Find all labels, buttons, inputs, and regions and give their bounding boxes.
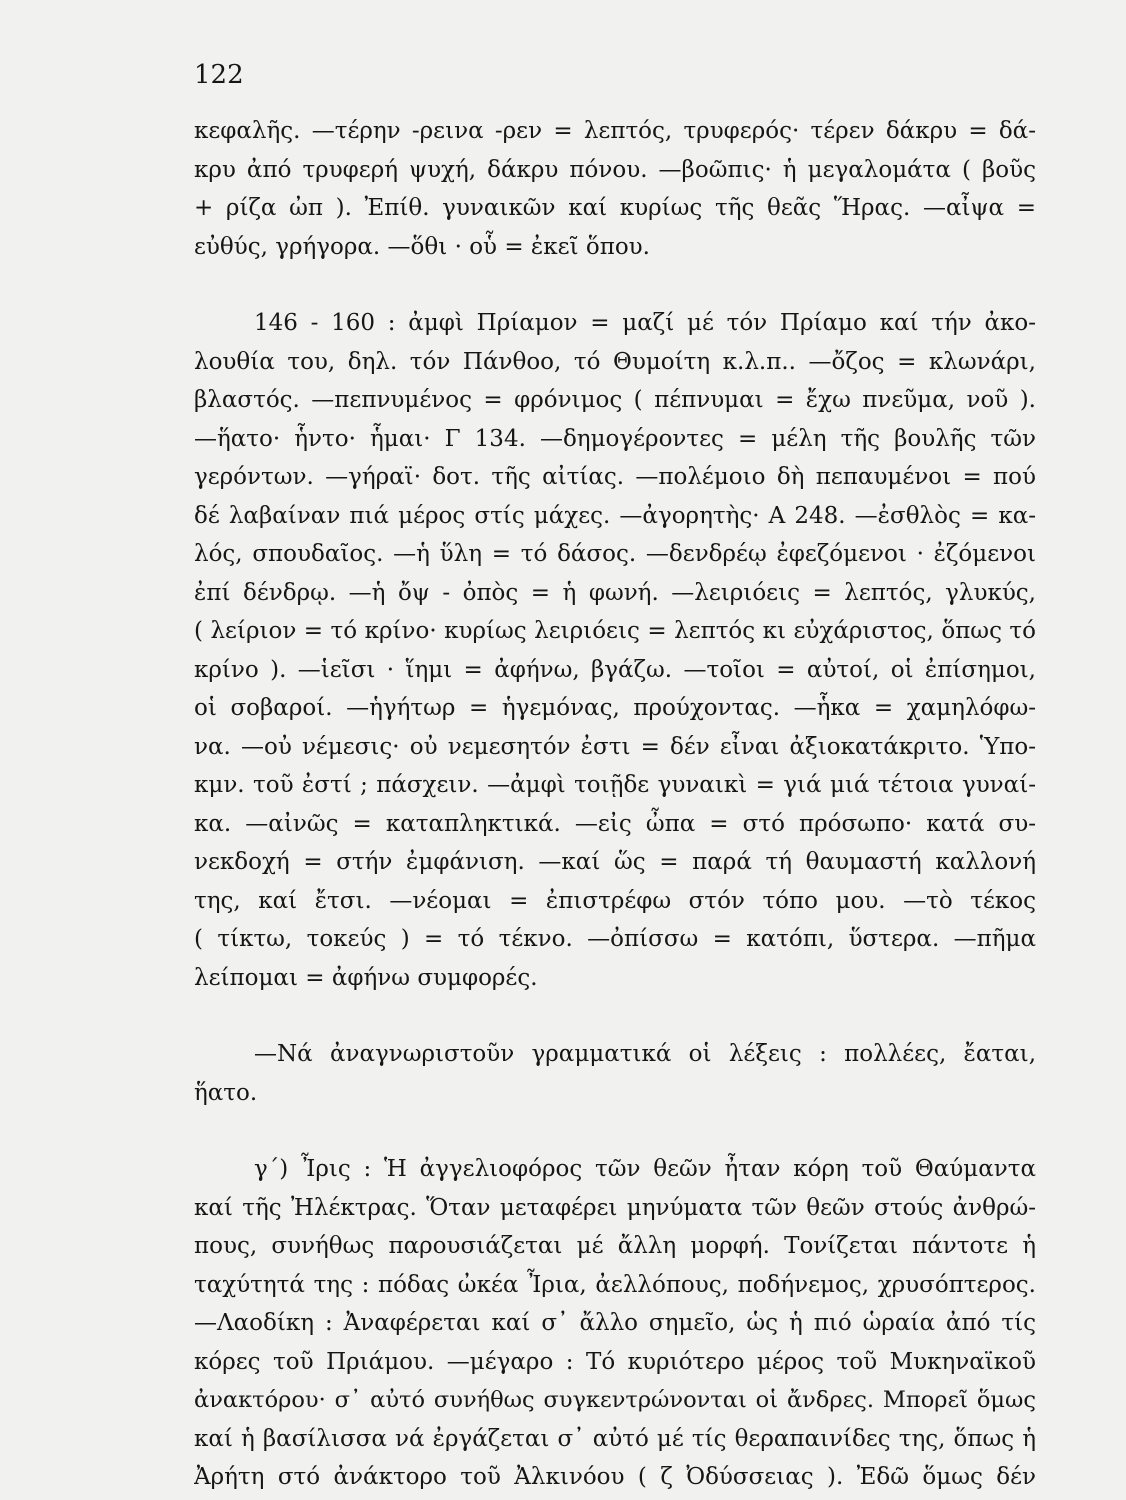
- paragraph-1: [194, 112, 1036, 266]
- text-line: ταχύτητά της : πόδας ὠκέα Ἶρια, ἀελλόπους, ποδήνεμος, χρυσόπτερος.: [194, 1271, 1036, 1298]
- text-line: ἥατο.: [194, 1079, 258, 1106]
- text-line: γερόντων. —γήραϊ· δοτ. τῆς αἰτίας. —πολέμοιο δὴ πεπαυμένοι = πού: [194, 464, 1036, 490]
- text-line: κρυ ἀπό τρυφερή ψυχή, δάκρυ πόνου. —βοῶπις· ἡ μεγαλομάτα ( βοῦς: [194, 156, 1036, 183]
- paragraph-4: [194, 1150, 1036, 1497]
- text-line: κρίνο ). —ἱεῖσι · ἵημι = ἀφήνω, βγάζω. —τοῖοι = αὐτοί, οἱ ἐπίσημοι,: [194, 656, 1036, 683]
- paragraph-gap: [194, 1112, 1036, 1150]
- text-line: ἀνακτόρου· σ᾽ αὐτό συνήθως συγκεντρώνονται οἱ ἄνδρες. Μπορεῖ ὅμως: [194, 1387, 1036, 1413]
- text-line: οἱ σοβαροί. —ἡγήτωρ = ἡγεμόνας, προύχοντας. —ἧκα = χαμηλόφω-: [194, 695, 1036, 721]
- text-line: κεφαλῆς. —τέρην -ρεινα -ρεν = λεπτός, τρυφερός· τέρεν δάκρυ = δά-: [194, 118, 1036, 144]
- text-line: + ρίζα ὠπ ). Ἐπίθ. γυναικῶν καί κυρίως τῆς θεᾶς Ἥρας. —αἶψα =: [194, 195, 1036, 221]
- text-line: καί τῆς Ἠλέκτρας. Ὅταν μεταφέρει μηνύματα τῶν θεῶν στούς ἀνθρώ-: [194, 1194, 1036, 1221]
- text-line: Ἀρήτη στό ἀνάκτορο τοῦ Ἀλκινόου ( ζ Ὀδύσσειας ). Ἐδῶ ὅμως δέν: [194, 1464, 1036, 1490]
- text-line: —Νά ἀναγνωριστοῦν γραμματικά οἱ λέξεις : πολλέες, ἔαται,: [254, 1041, 1036, 1067]
- paragraph-3: [194, 1035, 1036, 1112]
- text-line: 146 - 160 : ἀμφὶ Πρίαμον = μαζί μέ τόν Πρίαμο καί τήν ἀκο-: [254, 310, 1036, 336]
- text-line: πους, συνήθως παρουσιάζεται μέ ἄλλη μορφή. Τονίζεται πάντοτε ἡ: [194, 1233, 1036, 1259]
- page-body: [194, 112, 1036, 1497]
- text-line: εὐθύς, γρήγορα. —ὅθι · οὗ = ἐκεῖ ὅπου.: [194, 233, 650, 260]
- paragraph-gap: [194, 997, 1036, 1035]
- text-line: δέ λαβαίναν πιά μέρος στίς μάχες. —ἀγορητὴς· Α 248. —ἐσθλὸς = κα-: [194, 502, 1036, 529]
- text-line: γ΄) Ἶρις : Ἡ ἀγγελιοφόρος τῶν θεῶν ἦταν κόρη τοῦ Θαύμαντα: [254, 1156, 1036, 1182]
- text-line: λείπομαι = ἀφήνω συμφορές.: [194, 964, 538, 991]
- text-line: ( τίκτω, τοκεύς ) = τό τέκνο. —ὀπίσσω = κατόπι, ὕστερα. —πῆμα: [194, 926, 1036, 952]
- text-line: καί ἡ βασίλισσα νά ἐργάζεται σ᾽ αὐτό μέ τίς θεραπαινίδες της, ὅπως ἡ: [194, 1425, 1036, 1452]
- text-line: κόρες τοῦ Πριάμου. —μέγαρο : Τό κυριότερο μέρος τοῦ Μυκηναϊκοῦ: [194, 1348, 1036, 1375]
- paragraph-gap: [194, 266, 1036, 304]
- text-line: βλαστός. —πεπνυμένος = φρόνιμος ( πέπνυμαι = ἔχω πνεῦμα, νοῦ ).: [194, 387, 1036, 413]
- text-line: λουθία του, δηλ. τόν Πάνθοο, τό Θυμοίτη κ.λ.π.. —ὄζος = κλωνάρι,: [194, 348, 1036, 375]
- text-line: νεκδοχή = στήν ἐμφάνιση. —καί ὥς = παρά τή θαυμαστή καλλονή: [194, 849, 1036, 875]
- text-line: λός, σπουδαῖος. —ἡ ὕλη = τό δάσος. —δενδρέῳ ἐφεζόμενοι · ἐζόμενοι: [194, 541, 1036, 567]
- text-line: κα. —αἰνῶς = καταπληκτικά. —εἰς ὦπα = στό πρόσωπο· κατά συ-: [194, 810, 1036, 837]
- text-line: να. —οὐ νέμεσις· οὐ νεμεσητόν ἐστι = δέν εἶναι ἀξιοκατάκριτο. Ὑπο-: [194, 733, 1036, 760]
- text-line: κμν. τοῦ ἐστί ; πάσχειν. —ἀμφὶ τοιῇδε γυναικὶ = γιά μιά τέτοια γυναί-: [194, 772, 1036, 798]
- text-line: της, καί ἔτσι. —νέομαι = ἐπιστρέφω στόν τόπο μου. —τὸ τέκος: [194, 887, 1036, 914]
- page-number: 122: [194, 60, 244, 90]
- text-line: —ἥατο· ἧντο· ἧμαι· Γ 134. —δημογέροντες = μέλη τῆς βουλῆς τῶν: [194, 425, 1036, 452]
- text-line: —Λαοδίκη : Ἀναφέρεται καί σ᾽ ἄλλο σημεῖο, ὡς ἡ πιό ὡραία ἀπό τίς: [194, 1310, 1036, 1336]
- text-line: ἐπί δένδρῳ. —ἡ ὄψ - ὀπὸς = ἡ φωνή. —λειριόεις = λεπτός, γλυκύς,: [194, 579, 1036, 606]
- text-line: ( λείριον = τό κρίνο· κυρίως λειριόεις = λεπτός κι εὐχάριστος, ὅπως τό: [194, 618, 1036, 644]
- paragraph-2: [194, 304, 1036, 997]
